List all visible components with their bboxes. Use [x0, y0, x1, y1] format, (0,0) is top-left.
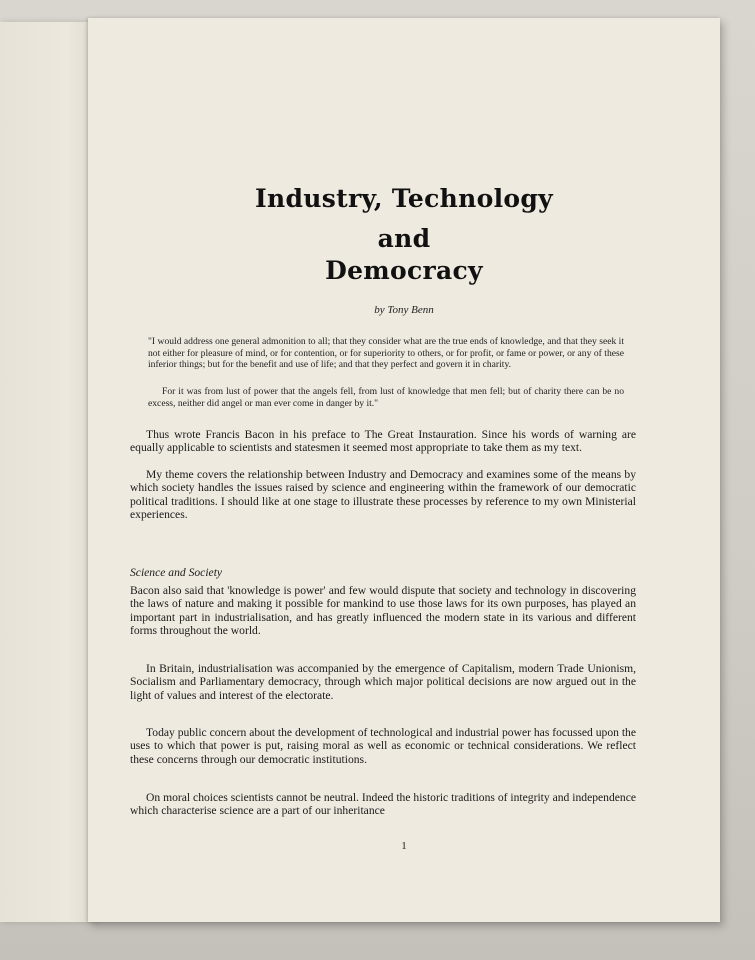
title-line-3: Democracy: [325, 256, 483, 285]
body-paragraph-1: Thus wrote Francis Bacon in his preface to The Great Instauration. Since his words of warning are equally applicable to scientists and statesmen it seemed most appropriate to take them as my text.: [130, 428, 636, 455]
section-heading: Science and Society: [130, 566, 223, 579]
title-line-1: Industry, Technology: [255, 184, 553, 213]
document-page: [88, 18, 720, 922]
title-line-2: and: [377, 224, 431, 253]
byline: by Tony Benn: [374, 304, 434, 316]
body-paragraph-3: Bacon also said that 'knowledge is power' and few would dispute that society and technology in discovering the laws of nature and making it possible for mankind to use those laws for its own purposes, has played an important part in industrialisation, and has greatly influenced the modern state in its various and different forms throughout the world.: [130, 584, 636, 638]
body-paragraph-4: In Britain, industrialisation was accompanied by the emergence of Capitalism, modern Trade Unionism, Socialism and Parliamentary democracy, through which major political decisions are now argued out in the light of values and interest of the electorate.: [130, 662, 636, 702]
body-paragraph-5: Today public concern about the development of technological and industrial power has focussed upon the uses to which that power is put, raising moral as well as economic or technical considerations. We reflect these concerns through our democratic institutions.: [130, 726, 636, 766]
page-number: 1: [401, 840, 407, 852]
epigraph-paragraph-1: "I would address one general admonition to all; that they consider what are the true ends of knowledge, and that they seek it not either for pleasure of mind, or for contention, or for superiority to others, or for profit, or fame or power, or any of these inferior things; but for the benefit and use of life; and that they perfect and govern it in charity.: [148, 336, 624, 371]
facing-page-edge: [0, 22, 96, 922]
epigraph-paragraph-2: For it was from lust of power that the angels fell, from lust of knowledge that men fell; but of charity there can be no excess, neither did angel or man ever come in danger by it.": [148, 386, 624, 409]
body-paragraph-6: On moral choices scientists cannot be neutral. Indeed the historic traditions of integrity and independence which characterise science are a part of our inheritance: [130, 791, 636, 818]
body-paragraph-2: My theme covers the relationship between Industry and Democracy and examines some of the means by which society handles the issues raised by science and engineering within the framework of our democratic political traditions. I should like at one stage to illustrate these processes by reference to my own Ministerial experiences.: [130, 468, 636, 522]
